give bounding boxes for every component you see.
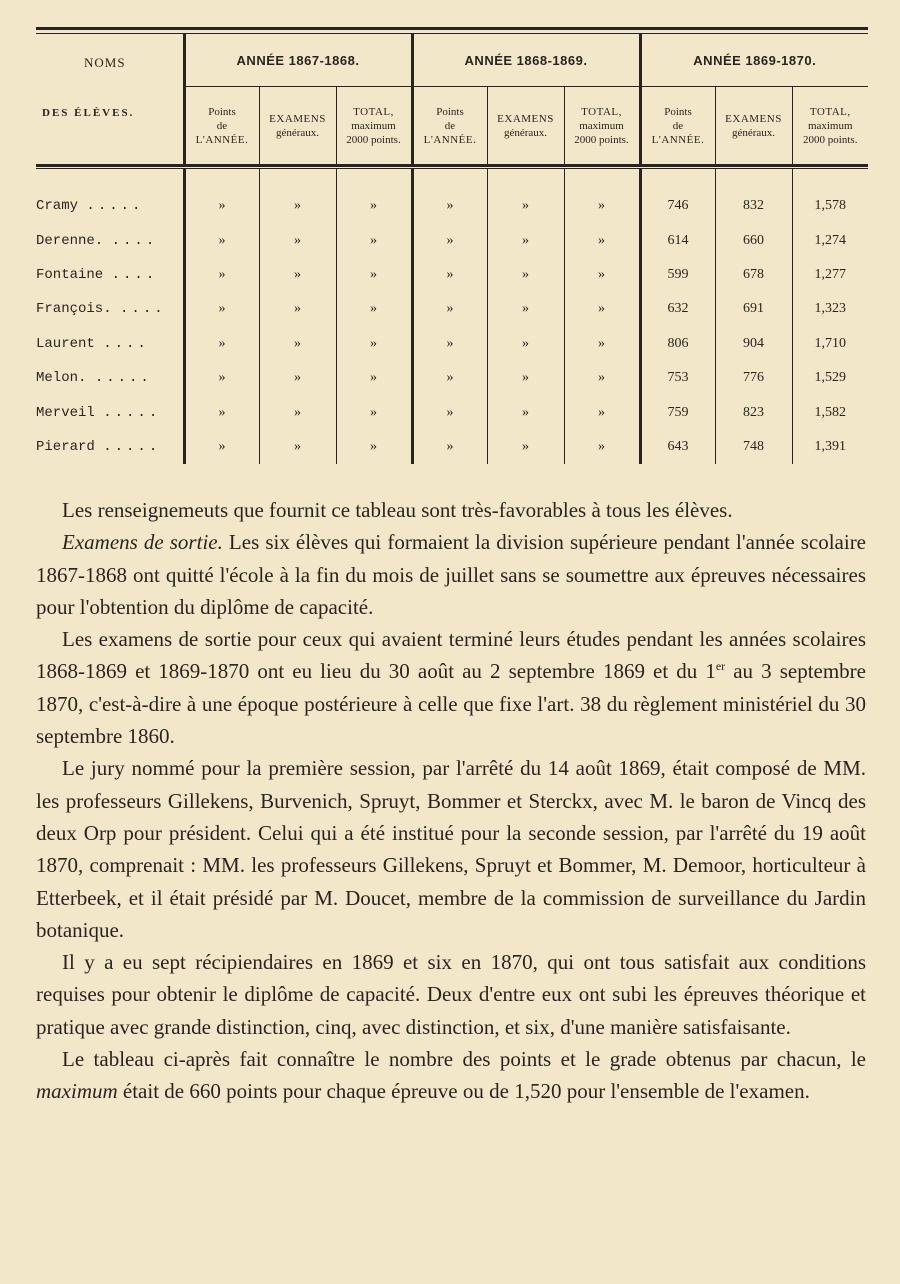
table-row [36, 189, 868, 223]
ditto-mark: » [487, 395, 564, 429]
ditto-mark: » [412, 258, 487, 292]
table-row [36, 361, 868, 395]
table-row [36, 327, 868, 361]
total-cell: 1,391 [792, 430, 868, 464]
ditto-mark: » [336, 292, 412, 326]
ditto-mark: » [412, 223, 487, 257]
ditto-mark: » [564, 292, 640, 326]
ditto-mark: » [259, 292, 336, 326]
header-bottom-rule [36, 164, 868, 167]
ditto-mark: » [412, 395, 487, 429]
total-cell: 1,710 [792, 327, 868, 361]
student-name: Fontaine .... [36, 266, 158, 283]
year-header-3: ANNÉE 1869-1870. [640, 34, 868, 87]
ditto-mark: » [564, 189, 640, 223]
year-header-1: ANNÉE 1867-1868. [184, 34, 412, 87]
ditto-mark: » [487, 327, 564, 361]
table-body [36, 169, 868, 464]
table-top-rule [36, 27, 868, 30]
points-header-2: Points de L'ANNÉE. [412, 87, 487, 166]
examens-header-3: EXAMENS généraux. [715, 87, 792, 166]
ditto-mark: » [259, 395, 336, 429]
total-header-3: TOTAL, maximum 2000 points. [792, 87, 868, 166]
ditto-mark: » [487, 292, 564, 326]
ditto-mark: » [259, 327, 336, 361]
examens-cell: 748 [715, 430, 792, 464]
ditto-mark: » [259, 189, 336, 223]
ditto-mark: » [412, 361, 487, 395]
examens-cell: 776 [715, 361, 792, 395]
table-row [36, 223, 868, 257]
student-name: Cramy ..... [36, 198, 144, 215]
points-header-3: Points de L'ANNÉE. [640, 87, 715, 166]
ditto-mark: » [336, 258, 412, 292]
points-cell: 599 [640, 258, 715, 292]
ditto-mark: » [487, 223, 564, 257]
points-cell: 643 [640, 430, 715, 464]
points-cell: 632 [640, 292, 715, 326]
points-cell: 746 [640, 189, 715, 223]
total-cell: 1,323 [792, 292, 868, 326]
ditto-mark: » [564, 327, 640, 361]
points-cell: 759 [640, 395, 715, 429]
ditto-mark: » [564, 223, 640, 257]
examens-cell: 823 [715, 395, 792, 429]
ditto-mark: » [487, 361, 564, 395]
year-header-2: ANNÉE 1868-1869. [412, 34, 640, 87]
paragraph-6: Le tableau ci-après fait connaître le nombre des points et le grade obtenus par chacun, le maximum était de 660 points pour chaque épreuve ou de 1,520 pour l'ensemble de l'examen. [36, 1047, 866, 1104]
student-name: François. .... [36, 301, 166, 318]
ditto-mark: » [259, 223, 336, 257]
examens-cell: 832 [715, 189, 792, 223]
paragraph-1: Les renseignemeuts que fournit ce tableau sont très-favorables à tous les élèves. [62, 498, 733, 522]
examens-header-2: EXAMENS généraux. [487, 87, 564, 166]
table-header [36, 34, 868, 165]
points-header-1: Points de L'ANNÉE. [184, 87, 259, 166]
student-name: Melon. ..... [36, 370, 152, 387]
names-header-line1: NOMS [84, 54, 126, 70]
total-cell: 1,277 [792, 258, 868, 292]
section-title-examens-de-sortie: Examens de sortie. [62, 530, 223, 555]
ditto-mark: » [184, 430, 259, 464]
student-name: Laurent .... [36, 335, 149, 352]
body-text [36, 494, 866, 1108]
ditto-mark: » [412, 430, 487, 464]
examens-cell: 691 [715, 292, 792, 326]
paragraph-3: Les examens de sortie pour ceux qui avaient terminé leurs études pendant les années scolaires 1868-1869 et 1869-1870 ont eu lieu du 30 août au 2 septembre 1869 et du 1er au 3 septembre 1870, c'est-à-dire à une époque postérieure à celle que fixe l'art. 38 du règlement ministériel du 30 septembre 1860. [36, 627, 866, 749]
ditto-mark: » [336, 223, 412, 257]
ditto-mark: » [184, 292, 259, 326]
ditto-mark: » [259, 258, 336, 292]
paragraph-4: Le jury nommé pour la première session, par l'arrêté du 14 août 1869, était composé de MM. les professeurs Gillekens, Burvenich, Spruyt, Bommer et Sterckx, avec M. le baron de Vincq des deux Orp pour président. Celui qui a été institué pour la seconde session, par l'arrêté du 19 août 1870, comprenait : MM. les professeurs Gillekens, Spruyt et Bommer, M. Demoor, horticulteur à Etterbeek, et il était présidé par M. Doucet, membre de la commission de surveillance du Jardin botanique. [36, 756, 866, 942]
ditto-mark: » [259, 361, 336, 395]
student-name: Pierard ..... [36, 438, 161, 455]
ditto-mark: » [336, 430, 412, 464]
ditto-mark: » [184, 395, 259, 429]
ditto-mark: » [336, 361, 412, 395]
points-cell: 753 [640, 361, 715, 395]
student-name: Merveil ..... [36, 404, 161, 421]
total-cell: 1,274 [792, 223, 868, 257]
ditto-mark: » [184, 189, 259, 223]
examens-cell: 660 [715, 223, 792, 257]
paragraph-5: Il y a eu sept récipiendaires en 1869 et six en 1870, qui ont tous satisfait aux conditions requises pour obtenir le diplôme de capacité. Deux d'entre eux ont subi les épreuves théorique et pratique avec grande distinction, cinq, avec distinction, et six, d'une manière satisfaisante. [36, 950, 866, 1039]
total-header-1: TOTAL, maximum 2000 points. [336, 87, 412, 166]
ditto-mark: » [564, 430, 640, 464]
ditto-mark: » [564, 258, 640, 292]
paragraph-2: Examens de sortie. Les six élèves qui formaient la division supérieure pendant l'année scolaire 1867-1868 ont quitté l'école à la fin du mois de juillet sans se soumettre aux épreuves nécessaires pour l'obtention du diplôme de capacité. [36, 530, 867, 619]
ditto-mark: » [336, 395, 412, 429]
ditto-mark: » [412, 292, 487, 326]
points-cell: 806 [640, 327, 715, 361]
names-column-header [36, 34, 184, 165]
examens-cell: 904 [715, 327, 792, 361]
ditto-mark: » [184, 223, 259, 257]
ditto-mark: » [336, 189, 412, 223]
names-header-line2: DES ÉLÈVES. [42, 106, 135, 119]
ditto-mark: » [412, 327, 487, 361]
ditto-mark: » [336, 327, 412, 361]
ditto-mark: » [487, 430, 564, 464]
table-row [36, 258, 868, 292]
total-header-2: TOTAL, maximum 2000 points. [564, 87, 640, 166]
ditto-mark: » [564, 361, 640, 395]
ditto-mark: » [412, 189, 487, 223]
total-cell: 1,578 [792, 189, 868, 223]
ditto-mark: » [184, 327, 259, 361]
total-cell: 1,582 [792, 395, 868, 429]
table-row [36, 395, 868, 429]
ditto-mark: » [259, 430, 336, 464]
examens-header-1: EXAMENS généraux. [259, 87, 336, 166]
ditto-mark: » [184, 258, 259, 292]
ditto-mark: » [184, 361, 259, 395]
points-cell: 614 [640, 223, 715, 257]
table-row [36, 292, 868, 326]
table-row [36, 430, 868, 464]
ditto-mark: » [487, 258, 564, 292]
ditto-mark: » [487, 189, 564, 223]
student-name: Derenne. .... [36, 232, 158, 249]
ditto-mark: » [564, 395, 640, 429]
examens-cell: 678 [715, 258, 792, 292]
total-cell: 1,529 [792, 361, 868, 395]
